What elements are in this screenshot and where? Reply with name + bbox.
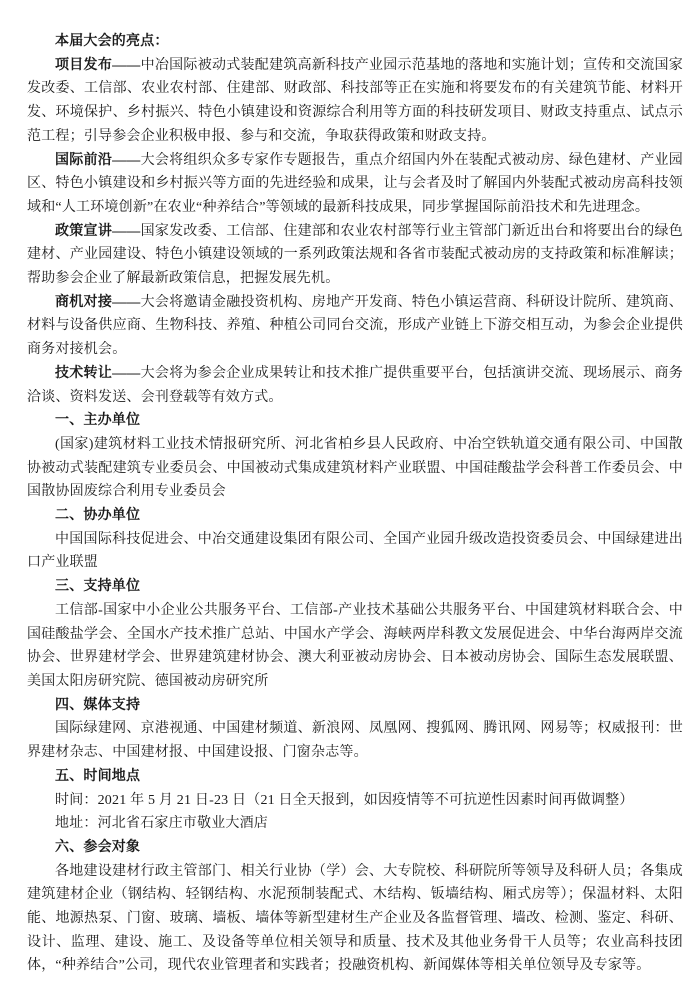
text-organizers-list: (国家)建筑材料工业技术情报研究所、河北省柏乡县人民政府、中冶空铁轨道交通有限公司、中国散协被动式装配建筑专业委员会、中国被动式集成建筑材料产业联盟、中国硅酸盐学会科普工作委员会、中国散协固废综合利用专业委员会	[27, 436, 683, 500]
text-supporting-units-list: 工信部-国家中小企业公共服务平台、工信部-产业技术基础公共服务平台、中国建筑材料联合会、中国硅酸盐学会、全国水产技术推广总站、中国水产学会、海峡两岸科教文发展促进会、中华台海两岸交流协会、世界建材学会、世界建筑建材协会、澳大利亚被动房协会、日本被动房协会、国际生态发展联盟、美国太阳房研究院、德国被动房研究所	[27, 602, 683, 689]
paragraph-attendees-description	[27, 860, 683, 979]
heading-media-support	[27, 694, 683, 718]
text-technology-transfer: 大会将为参会企业成果转让和技术推广提供重要平台，包括演讲交流、现场展示、商务洽谈、资料发送、会刊登载等有效方式。	[27, 365, 683, 405]
paragraph-event-address	[27, 812, 683, 836]
text-international-frontier: 大会将组织众多专家作专题报告，重点介绍国内外在装配式被动房、绿色建材、产业园区、特色小镇建设和乡村振兴等方面的先进经验和成果，让与会者及时了解国内外装配式被动房高科技领域和“人工环境创新”在农业“种养结合”等领域的最新科技成果，同步掌握国际前沿技术和先进理念。	[27, 152, 683, 215]
lead-international-frontier: 国际前沿——	[55, 152, 141, 168]
paragraph-international-frontier	[27, 149, 683, 220]
text-business-matching: 大会将邀请金融投资机构、房地产开发商、特色小镇运营商、科研设计院所、建筑商、材料与设备供应商、生物科技、养殖、种植公司同台交流，形成产业链上下游交相互动，为参会企业提供商务对接机会。	[27, 294, 683, 358]
text-attendees-description: 各地建设建材行政主管部门、相关行业协（学）会、大专院校、科研院所等领导及科研人员；各集成建筑建材企业（钢结构、轻钢结构、水泥预制装配式、木结构、钣墙结构、厢式房等）；保温材料、太阳能、地源热泵、门窗、玻璃、墙板、墙体等新型建材生产企业及各监督管理、墙改、检测、鉴定、科研、设计、监理、建设、施工、及设备等单位相关领导和质量、技术及其他业务骨干人员等；农业高科技团体，“种养结合”公司，现代农业管理者和实践者；投融资机构、新闻媒体等相关单位领导及专家等。	[27, 863, 683, 974]
paragraph-conference-highlights-title	[27, 30, 683, 54]
heading-co-organizers	[27, 504, 683, 528]
text-project-release: 中冶国际被动式装配建筑高新科技产业园示范基地的落地和实施计划；宣传和交流国家发改委、工信部、农业农村部、住建部、财政部、科技部等正在实施和将要发布的有关建筑节能、材料开发、环境保护、乡村振兴、特色小镇建设和资源综合利用等方面的科技研发项目、财政支持重点、试点示范工程；引导参会企业积极申报、参与和交流，争取获得政策和财政支持。	[27, 57, 683, 144]
paragraph-organizers-list	[27, 433, 683, 504]
paragraph-supporting-units-list	[27, 599, 683, 694]
paragraph-co-organizers-list	[27, 528, 683, 575]
paragraph-media-support-list	[27, 717, 683, 764]
text-co-organizers-list: 中国国际科技促进会、中冶交通建设集团有限公司、全国产业园升级改造投资委员会、中国绿建进出口产业联盟	[27, 531, 683, 571]
lead-technology-transfer: 技术转让——	[55, 365, 141, 381]
heading-media-support-text: 四、媒体支持	[55, 697, 141, 713]
paragraph-business-matching	[27, 291, 683, 362]
lead-business-matching: 商机对接——	[55, 294, 141, 310]
heading-attendees-text: 六、参会对象	[55, 839, 141, 855]
paragraph-technology-transfer	[27, 362, 683, 409]
highlights-title-text: 本届大会的亮点：	[55, 34, 169, 49]
text-event-address: 地址：河北省石家庄市敬业大酒店	[55, 816, 268, 832]
text-event-time: 时间：2021 年 5 月 21 日-23 日（21 日全天报到，如因疫情等不可抗逆性因素时间再做调整）	[55, 792, 634, 808]
heading-supporting-units	[27, 575, 683, 599]
lead-project-release: 项目发布——	[55, 57, 141, 73]
heading-attendees	[27, 836, 683, 860]
text-policy-briefing: 国家发改委、工信部、住建部和农业农村部等行业主管部门新近出台和将要出台的绿色建材、产业园建设、特色小镇建设领域的一系列政策法规和各省市装配式被动房的支持政策和标准解读；帮助参会企业了解最新政策信息，把握发展先机。	[27, 223, 683, 287]
heading-supporting-units-text: 三、支持单位	[55, 579, 141, 595]
heading-co-organizers-text: 二、协办单位	[55, 508, 141, 524]
heading-time-location	[27, 765, 683, 789]
lead-policy-briefing: 政策宣讲——	[55, 223, 141, 239]
heading-organizers-text: 一、主办单位	[55, 413, 141, 429]
paragraph-event-time	[27, 789, 683, 813]
paragraph-policy-briefing	[27, 220, 683, 291]
heading-time-location-text: 五、时间地点	[55, 768, 141, 784]
text-media-support-list: 国际绿建网、京港视通、中国建材频道、新浪网、凤凰网、搜狐网、腾讯网、网易等；权威报刊：世界建材杂志、中国建材报、中国建设报、门窗杂志等。	[27, 721, 683, 761]
paragraph-project-release	[27, 54, 683, 149]
heading-organizers	[27, 409, 683, 433]
